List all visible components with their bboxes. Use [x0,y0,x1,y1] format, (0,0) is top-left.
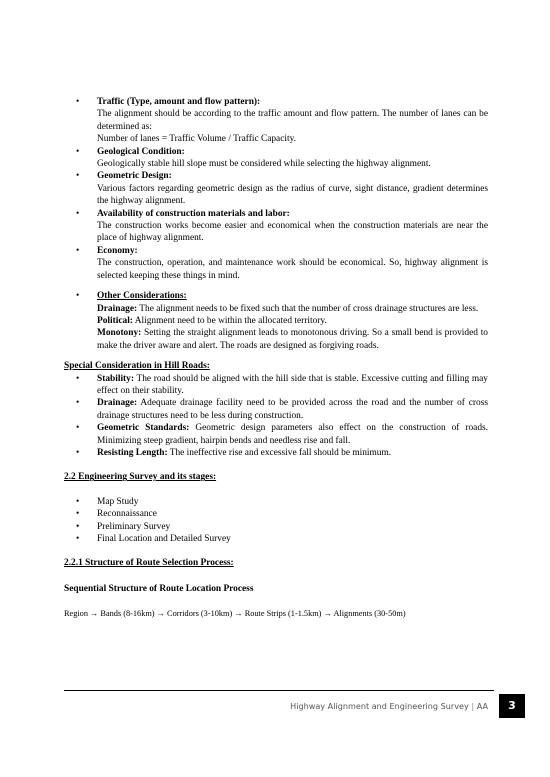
footer-divider [64,690,494,691]
factor-text: Number of lanes = Traffic Volume / Traffic Capacity. [97,134,297,145]
hill-term: Stability: [97,373,134,384]
survey-stage: • Final Location and Detailed Survey [64,533,488,545]
arrow-right-icon: → [156,609,165,619]
consideration-term: Political: [97,315,133,326]
footer-separator: | [471,701,475,711]
consideration-political [97,315,488,327]
hill-roads-list [64,373,488,460]
hill-text: Adequate drainage facility need to be provided across the road and the number of cross drainage structures need to be less during construction. [97,398,488,421]
other-considerations-title: Other Considerations: [97,291,187,302]
other-considerations-list [64,290,488,352]
hill-term: Resisting Length: [97,447,168,458]
factor-geometric [64,170,488,207]
factor-title: Geological Condition: [97,146,185,157]
footer-running-title [290,698,488,714]
hill-text: Geometric design parameters also effect on the construction of roads. Minimizing steep gradient, hairpin bends and needless rise and fall. [97,423,488,446]
footer-title: Highway Alignment and Engineering Survey [290,701,469,711]
hill-text: The road should be aligned with the hill side that is stable. Excessive cutting and filling may effect on their stability. [97,373,488,396]
alignment-factors-list [64,96,488,282]
survey-stages-list [64,496,488,546]
arrow-right-icon: → [90,609,99,619]
route-location-chain [64,608,488,620]
chain-step: Region [64,609,88,619]
hill-text: The ineffective rise and excessive fall should be minimum. [167,447,392,458]
factor-text: Geologically stable hill slope must be considered while selecting the highway alignment. [97,159,431,170]
consideration-term: Monotony: [97,328,142,339]
other-considerations [64,290,488,352]
survey-stage: • Preliminary Survey [64,521,488,533]
chain-step: Corridors (3-10km) [167,609,233,619]
hill-item-resisting-length [64,447,488,459]
factor-materials [64,208,488,245]
consideration-text: Alignment need to be within the allocated territory. [132,315,327,326]
factor-title: Availability of construction materials and labor: [97,208,290,219]
consideration-text: Setting the straight alignment leads to monotonous driving. So a small bend is provided to make the driver aware and alert. The roads are designed as forgiving roads. [97,328,488,351]
factor-text: The construction works become easier and economical when the construction materials are near the place of highway alignment. [97,221,488,244]
factor-geological [64,146,488,171]
factor-title: Geometric Design: [97,171,172,182]
page-number-badge: 3 [499,694,525,718]
hill-term: Drainage: [97,398,138,409]
consideration-monotony [97,327,488,352]
consideration-drainage [97,303,488,315]
factor-text: The construction, operation, and maintenance work should be economical. So, highway alignment is selected keeping these things in mind. [97,258,488,281]
factor-title: Traffic (Type, amount and flow pattern): [97,97,261,107]
arrow-right-icon: → [323,609,332,619]
survey-heading: 2.2 Engineering Survey and its stages: [64,472,217,483]
chain-step: Bands (8-16km) [100,609,155,619]
survey-stage: • Map Study [64,496,488,508]
hill-item-stability [64,373,488,398]
consideration-term: Drainage: [97,303,138,314]
route-heading: 2.2.1 Structure of Route Selection Process: [64,558,234,569]
factor-text: Various factors regarding geometric design as the radius of curve, sight distance, gradient determines the highway alignment. [97,183,488,207]
route-subtitle: Sequential Structure of Route Location Process [64,583,254,594]
chain-step: Route Strips (1-1.5km) [244,609,322,619]
factor-text: The alignment should be according to the traffic amount and flow pattern. The number of lanes can be determined as: [97,109,488,132]
hill-item-drainage [64,397,488,422]
arrow-right-icon: → [234,609,243,619]
hill-item-geometric-standards [64,422,488,447]
chain-step: Alignments (30-50m) [333,609,406,619]
factor-traffic [64,96,488,146]
survey-stage: • Reconnaissance [64,508,488,520]
factor-title: Economy: [97,245,138,256]
consideration-text: The alignment needs to be fixed such that the number of cross drainage structures are less. [137,303,479,314]
factor-economy [64,245,488,282]
page-content [64,96,488,621]
footer-author: AA [476,701,488,711]
hill-term: Geometric Standards: [97,423,190,434]
hill-roads-heading: Special Consideration in Hill Roads: [64,361,210,372]
